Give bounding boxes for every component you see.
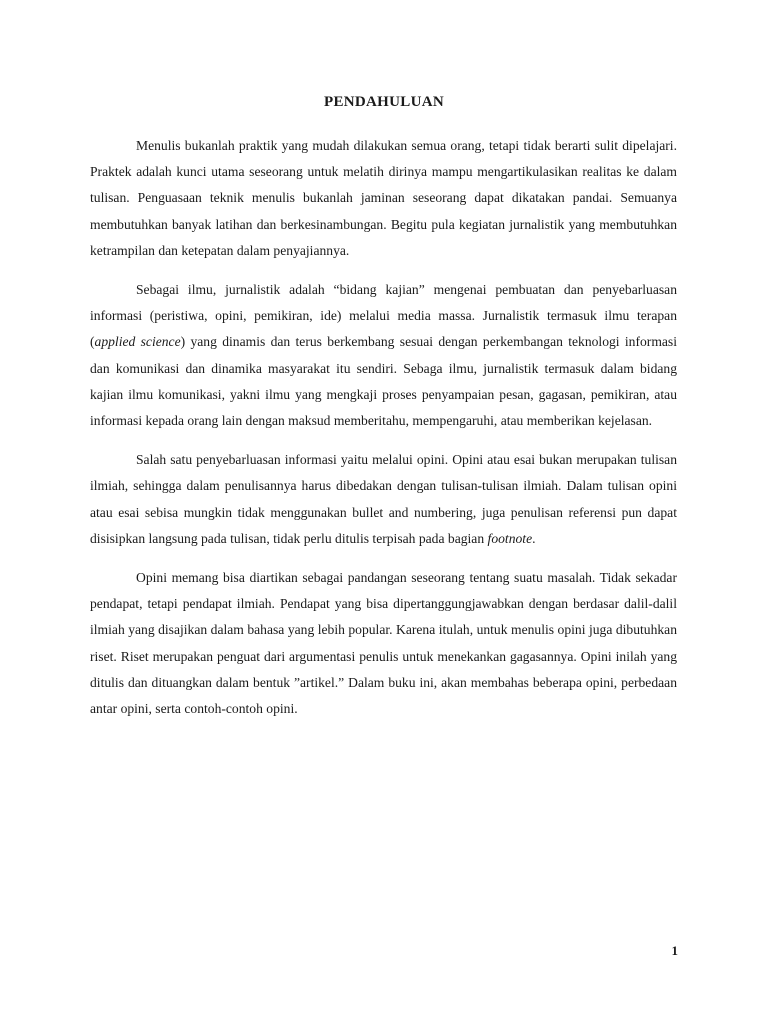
paragraph-1 (90, 133, 677, 264)
page-number: 1 (671, 943, 678, 958)
paragraph-3-text-b: . (532, 530, 536, 546)
paragraph-4 (90, 565, 677, 722)
applied-science-term: applied science (94, 334, 181, 350)
page-title: PENDAHULUAN (324, 94, 444, 110)
paragraph-2-text-a: Sebagai ilmu, jurnalistik adalah “bidang kajian” mengenai pembuatan dan penyebarluasan informasi (peristiwa, opini, pemikiran, ide) melalui media massa. Jurnalistik termasuk ilmu terapan ( (90, 282, 677, 350)
paragraph-3 (90, 447, 677, 552)
footnote-term: footnote (487, 530, 533, 546)
paragraph-4-text: Opini memang bisa diartikan sebagai pandangan seseorang tentang suatu masalah. Tidak sekadar pendapat, tetapi pendapat ilmiah. Pendapat yang bisa dipertanggungjawabkan dengan berdasar dalil-dalil ilmiah yang disajikan dalam bahasa yang lebih popular. Karena itulah, untuk menulis opini juga dibutuhkan riset. Riset merupakan penguat dari argumentasi penulis untuk menekankan gagasannya. Opini inilah yang ditulis dan dituangkan dalam bentuk ”artikel.” Dalam buku ini, akan membahas beberapa opini, perbedaan antar opini, serta contoh-contoh opini. (90, 570, 677, 717)
paragraph-2-text-b: ) yang dinamis dan terus berkembang sesuai dengan perkembangan teknologi informasi dan komunikasi dan dinamika masyarakat itu sendiri. Sebaga ilmu, jurnalistik termasuk dalam bidang kajian ilmu komunikasi, yakni ilmu yang mengkaji proses penyampaian pesan, gagasan, pemikiran, atau informasi kepada orang lain dengan maksud memberitahu, mempengaruhi, atau memberikan kejelasan. (90, 334, 677, 429)
paragraph-3-text-a: Salah satu penyebarluasan informasi yaitu melalui opini. Opini atau esai bukan merupakan tulisan ilmiah, sehingga dalam penulisannya harus dibedakan dengan tulisan-tulisan ilmiah. Dalam tulisan opini atau esai sebisa mungkin tidak menggunakan bullet and numbering, juga penulisan referensi pun dapat disisipkan langsung pada tulisan, tidak perlu ditulis terpisah pada bagian (90, 452, 677, 546)
paragraph-1-text: Menulis bukanlah praktik yang mudah dilakukan semua orang, tetapi tidak berarti sulit dipelajari. Praktek adalah kunci utama seseorang untuk melatih dirinya mampu mengartikulasikan realitas ke dalam tulisan. Penguasaan teknik menulis bukanlah jaminan seseorang dapat dikatakan pandai. Semuanya membutuhkan banyak latihan dan berkesinambungan. Begitu pula kegiatan jurnalistik yang membutuhkan ketrampilan dan ketepatan dalam penyajiannya. (90, 138, 677, 258)
body-text (90, 133, 677, 722)
paragraph-2 (90, 277, 677, 434)
